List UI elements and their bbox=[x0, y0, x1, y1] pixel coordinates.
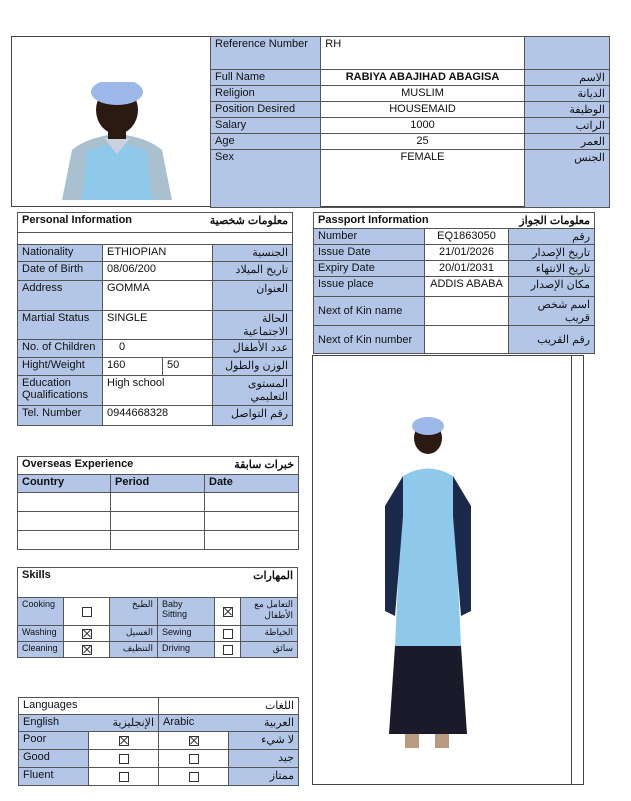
col-date: Date bbox=[205, 475, 299, 493]
header-value: 25 bbox=[321, 134, 525, 150]
table-cell bbox=[18, 531, 111, 550]
empty-box-icon[interactable] bbox=[82, 607, 92, 617]
personal-value: High school bbox=[103, 376, 213, 406]
passport-value: ADDIS ABABA bbox=[425, 277, 509, 297]
languages-title: Languages bbox=[19, 698, 159, 715]
table-cell bbox=[18, 512, 111, 531]
header-value: MUSLIM bbox=[321, 86, 525, 102]
english-label: English bbox=[19, 715, 89, 732]
header-label: Salary bbox=[211, 118, 321, 134]
overseas-title-ar: خبرات سابقة bbox=[234, 459, 295, 471]
header-label-ar: العمر bbox=[524, 134, 609, 150]
personal-value: 08/06/200 bbox=[103, 262, 213, 281]
header-table bbox=[210, 36, 610, 208]
passport-label-ar: تاريخ الانتهاء bbox=[509, 261, 595, 277]
empty-box-icon[interactable] bbox=[223, 629, 233, 639]
height-value: 160 bbox=[103, 358, 163, 376]
overseas-title: Overseas Experience bbox=[22, 458, 134, 470]
personal-value: 0 bbox=[103, 340, 213, 358]
full-body-photo bbox=[373, 416, 483, 756]
personal-label: Education Qualifications bbox=[18, 376, 103, 406]
table-cell bbox=[205, 512, 299, 531]
skill-label: Washing bbox=[18, 626, 64, 642]
header-label-ar: الراتب bbox=[524, 118, 609, 134]
empty-box-icon[interactable] bbox=[189, 754, 199, 764]
skill-label: Driving bbox=[158, 642, 215, 658]
portrait-photo bbox=[42, 82, 192, 200]
passport-value bbox=[425, 326, 509, 354]
languages-title-ar: اللغات bbox=[159, 698, 299, 715]
checked-box-icon[interactable] bbox=[119, 736, 129, 746]
header-label-ar: الاسم bbox=[524, 70, 609, 86]
header-value: FEMALE bbox=[321, 150, 525, 208]
header-label-ar: الوظيفة bbox=[524, 102, 609, 118]
header-value: HOUSEMAID bbox=[321, 102, 525, 118]
header-label-ar: الديانة bbox=[524, 86, 609, 102]
language-level: Good bbox=[19, 750, 89, 768]
skills-title-ar: المهارات bbox=[253, 570, 294, 582]
overseas-experience-table bbox=[17, 456, 299, 550]
passport-label: Next of Kin name bbox=[314, 297, 425, 326]
table-cell bbox=[205, 493, 299, 512]
personal-label-ar: تاريخ الميلاد bbox=[213, 262, 293, 281]
col-period: Period bbox=[111, 475, 205, 493]
header-value: RABIYA ABAJIHAD ABAGISA bbox=[321, 70, 525, 86]
skill-label: Sewing bbox=[158, 626, 215, 642]
table-cell bbox=[205, 531, 299, 550]
passport-label: Number bbox=[314, 229, 425, 245]
header-value: RH bbox=[321, 37, 525, 70]
personal-info-table bbox=[17, 212, 293, 426]
personal-label-ar: رقم التواصل bbox=[213, 406, 293, 426]
checked-box-icon[interactable] bbox=[82, 629, 92, 639]
language-level: Fluent bbox=[19, 768, 89, 786]
header-label-ar: الجنس bbox=[524, 150, 609, 208]
language-level-ar: جيد bbox=[229, 750, 299, 768]
language-level-ar: لا شيء bbox=[229, 732, 299, 750]
personal-label-ar: الحالة الاجتماعية bbox=[213, 311, 293, 340]
passport-label: Issue place bbox=[314, 277, 425, 297]
personal-label: Nationality bbox=[18, 245, 103, 262]
personal-value: SINGLE bbox=[103, 311, 213, 340]
table-cell bbox=[18, 493, 111, 512]
checked-box-icon[interactable] bbox=[189, 736, 199, 746]
passport-title: Passport Information bbox=[318, 214, 429, 226]
skill-label-ar: التنظيف bbox=[110, 642, 158, 658]
checked-box-icon[interactable] bbox=[223, 607, 233, 617]
empty-box-icon[interactable] bbox=[119, 754, 129, 764]
passport-value: 20/01/2031 bbox=[425, 261, 509, 277]
personal-label-ar: الجنسية bbox=[213, 245, 293, 262]
header-block bbox=[11, 36, 609, 207]
personal-label: Tel. Number bbox=[18, 406, 103, 426]
arabic-label-ar: العربية bbox=[229, 715, 299, 732]
full-body-photo-frame bbox=[312, 355, 584, 785]
personal-label: Hight/Weight bbox=[18, 358, 103, 376]
col-country: Country bbox=[18, 475, 111, 493]
personal-label-ar: العنوان bbox=[213, 281, 293, 311]
table-cell bbox=[111, 493, 205, 512]
skill-label: Baby Sitting bbox=[158, 598, 215, 626]
personal-value: 0944668328 bbox=[103, 406, 213, 426]
skill-label: Cooking bbox=[18, 598, 64, 626]
languages-table bbox=[18, 697, 299, 786]
language-level-ar: ممتاز bbox=[229, 768, 299, 786]
passport-label-ar: اسم شخص قريب bbox=[509, 297, 595, 326]
arabic-label: Arabic bbox=[159, 715, 229, 732]
personal-label-ar: المستوى التعليمي bbox=[213, 376, 293, 406]
passport-title-ar: معلومات الجواز bbox=[519, 215, 591, 227]
header-label: Reference Number bbox=[211, 37, 321, 70]
language-level: Poor bbox=[19, 732, 89, 750]
checked-box-icon[interactable] bbox=[82, 645, 92, 655]
personal-label-ar: الوزن والطول bbox=[213, 358, 293, 376]
passport-label-ar: تاريخ الإصدار bbox=[509, 245, 595, 261]
header-label: Sex bbox=[211, 150, 321, 208]
personal-label: Date of Birth bbox=[18, 262, 103, 281]
empty-box-icon[interactable] bbox=[223, 645, 233, 655]
passport-label-ar: رقم bbox=[509, 229, 595, 245]
header-value: 1000 bbox=[321, 118, 525, 134]
passport-label-ar: رقم القريب bbox=[509, 326, 595, 354]
passport-label: Next of Kin number bbox=[314, 326, 425, 354]
skill-label-ar: الخياطة bbox=[241, 626, 298, 642]
passport-value bbox=[425, 297, 509, 326]
passport-label: Expiry Date bbox=[314, 261, 425, 277]
skill-label-ar: سائق bbox=[241, 642, 298, 658]
skill-label: Cleaning bbox=[18, 642, 64, 658]
personal-label-ar: عدد الأطفال bbox=[213, 340, 293, 358]
english-label-ar: الإنجليزية bbox=[89, 715, 159, 732]
skill-label-ar: الطبخ bbox=[110, 598, 158, 626]
skills-title: Skills bbox=[22, 569, 51, 581]
empty-box-icon[interactable] bbox=[119, 772, 129, 782]
personal-value: GOMMA bbox=[103, 281, 213, 311]
header-label: Age bbox=[211, 134, 321, 150]
personal-label: Address bbox=[18, 281, 103, 311]
header-label-ar bbox=[524, 37, 609, 70]
skills-table bbox=[17, 567, 298, 658]
empty-box-icon[interactable] bbox=[189, 772, 199, 782]
weight-value: 50 bbox=[163, 358, 213, 376]
personal-label: Martial Status bbox=[18, 311, 103, 340]
passport-value: EQ1863050 bbox=[425, 229, 509, 245]
header-label: Full Name bbox=[211, 70, 321, 86]
personal-label: No. of Children bbox=[18, 340, 103, 358]
table-cell bbox=[111, 512, 205, 531]
passport-info-table bbox=[313, 212, 595, 354]
passport-label: Issue Date bbox=[314, 245, 425, 261]
passport-value: 21/01/2026 bbox=[425, 245, 509, 261]
skill-label-ar: الغسيل bbox=[110, 626, 158, 642]
passport-label-ar: مكان الإصدار bbox=[509, 277, 595, 297]
header-label: Position Desired bbox=[211, 102, 321, 118]
personal-title: Personal Information bbox=[22, 214, 133, 226]
skill-label-ar: التعامل مع الأطفال bbox=[241, 598, 298, 626]
personal-value: ETHIOPIAN bbox=[103, 245, 213, 262]
personal-title-ar: معلومات شخصية bbox=[209, 215, 289, 227]
table-cell bbox=[111, 531, 205, 550]
header-label: Religion bbox=[211, 86, 321, 102]
